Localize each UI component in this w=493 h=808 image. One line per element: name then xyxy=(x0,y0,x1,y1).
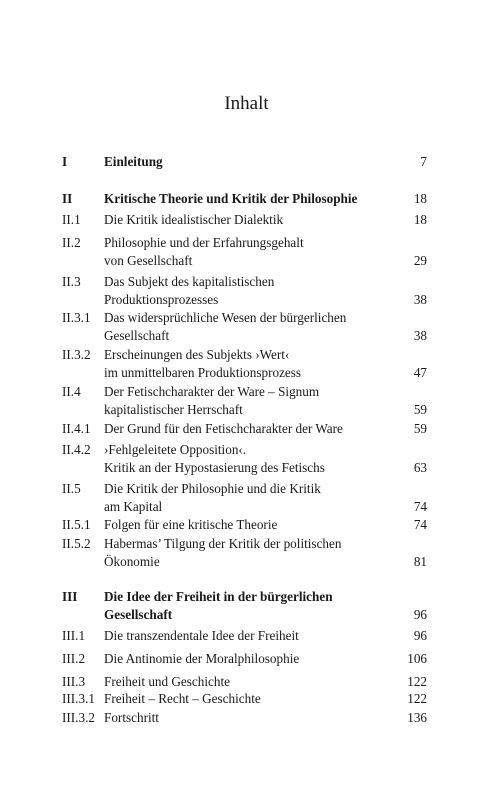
toc-entry-title-line: Freiheit – Recht – Geschichte xyxy=(104,691,261,706)
toc-entry-title-line: Der Fetischcharakter der Ware – Signum xyxy=(104,384,320,399)
toc-entry-page-number: 122 xyxy=(407,674,427,689)
toc-entry-title-line: Fortschritt xyxy=(104,710,159,725)
toc-entry-title xyxy=(104,273,384,308)
toc-entry-title xyxy=(104,535,384,570)
toc-entry-number: II.1 xyxy=(62,212,81,227)
toc-entry-number: III.3.1 xyxy=(62,691,95,706)
toc-entry-number: III.3.2 xyxy=(62,710,95,725)
toc-entry-number: II.2 xyxy=(62,235,81,250)
toc-entry-number: II.3.1 xyxy=(62,310,91,325)
toc-entry-title-line: Habermas’ Tilgung der Kritik der politischen xyxy=(104,536,342,551)
toc-entry-title-line: Gesellschaft xyxy=(104,606,173,622)
toc-entry-title xyxy=(104,690,384,708)
toc-entry-title xyxy=(104,516,384,534)
toc-entry-title xyxy=(104,709,384,727)
toc-entry-title xyxy=(104,211,384,229)
toc-entry-title xyxy=(104,190,384,208)
toc-entry-page-number: 122 xyxy=(407,691,427,706)
toc-entry-title xyxy=(104,234,384,269)
toc-entry-title-line: Die transzendentale Idee der Freiheit xyxy=(104,628,299,643)
toc-entry-title-line: Der Grund für den Fetischcharakter der Ware xyxy=(104,421,343,436)
toc-entry-page-number: 18 xyxy=(413,191,427,206)
toc-entry-page-number: 47 xyxy=(413,364,427,380)
toc-entry-title xyxy=(104,673,384,691)
toc-entry-title-line: am Kapital xyxy=(104,498,163,514)
toc-entry-number: II.4 xyxy=(62,384,81,399)
toc-entry-page-number: 96 xyxy=(413,606,427,622)
toc-entry-title xyxy=(104,441,384,476)
toc-entry-title-line: Einleitung xyxy=(104,154,163,169)
toc-entry-page-number: 18 xyxy=(413,212,427,227)
toc-entry-title xyxy=(104,420,384,438)
toc-entry-title-line: Gesellschaft xyxy=(104,327,170,343)
toc-entry-title-line: Das Subjekt des kapitalistischen xyxy=(104,274,275,289)
toc-entry-title xyxy=(104,480,384,515)
toc-entry-title xyxy=(104,627,384,645)
toc-entry-title xyxy=(104,383,384,418)
toc-entry-number: II.4.2 xyxy=(62,442,91,457)
toc-entry-number: II.5.1 xyxy=(62,517,91,532)
toc-entry-title-line: Erscheinungen des Subjekts ›Wert‹ xyxy=(104,347,290,362)
toc-entry-title-line: Kritik an der Hypostasierung des Fetischs xyxy=(104,459,325,475)
toc-entry-title-line: im unmittelbaren Produktionsprozess xyxy=(104,364,302,380)
toc-entry-page-number: 59 xyxy=(413,421,427,436)
toc-entry-number: II xyxy=(62,191,73,206)
toc-entry-title-line: Produktionsprozesses xyxy=(104,291,219,307)
toc-entry-page-number: 106 xyxy=(407,651,427,666)
toc-entry-number: III.2 xyxy=(62,651,86,666)
toc-entry-number: III.3 xyxy=(62,674,86,689)
toc-entry-title xyxy=(104,588,384,623)
toc-entry-title-line: Philosophie und der Erfahrungsgehalt xyxy=(104,235,304,250)
toc-entry-title xyxy=(104,346,384,381)
toc-entry-page-number: 74 xyxy=(413,517,427,532)
toc-entry-page-number: 29 xyxy=(413,252,427,268)
toc-entry-title-line: Kritische Theorie und Kritik der Philosophie xyxy=(104,191,358,206)
toc-entry-number: I xyxy=(62,154,68,169)
toc-entry-page-number: 59 xyxy=(413,401,427,417)
toc-entry-title-line: Die Antinomie der Moralphilosophie xyxy=(104,651,300,666)
toc-entry-page-number: 63 xyxy=(413,459,427,475)
toc-entry-title-line: von Gesellschaft xyxy=(104,252,193,268)
toc-entry-number: II.5.2 xyxy=(62,536,91,551)
toc-entry-title-line: ›Fehlgeleitete Opposition‹. xyxy=(104,442,247,457)
toc-entry-title-line: Die Idee der Freiheit in der bürgerlichen xyxy=(104,589,333,604)
toc-entry-title-line: Freiheit und Geschichte xyxy=(104,674,230,689)
toc-entry-number: II.5 xyxy=(62,481,81,496)
toc-entry-page-number: 96 xyxy=(413,628,427,643)
toc-entry-title-line: Ökonomie xyxy=(104,553,160,569)
toc-entry-title-line: Die Kritik idealistischer Dialektik xyxy=(104,212,284,227)
toc-entry-number: II.3 xyxy=(62,274,81,289)
page-title: Inhalt xyxy=(224,93,269,114)
toc-entry-title-line: kapitalistischer Herrschaft xyxy=(104,401,243,417)
toc-entry-number: II.4.1 xyxy=(62,421,91,436)
toc-entry-title-line: Die Kritik der Philosophie und die Kritik xyxy=(104,481,321,496)
toc-entry-title-line: Das widersprüchliche Wesen der bürgerlichen xyxy=(104,310,347,325)
toc-entry-title xyxy=(104,153,384,171)
toc-entry-page-number: 81 xyxy=(413,553,427,569)
toc-entry-page-number: 74 xyxy=(413,498,427,514)
toc-entry-title-line: Folgen für eine kritische Theorie xyxy=(104,517,278,532)
toc-entry-number: II.3.2 xyxy=(62,347,91,362)
toc-entry-number: III.1 xyxy=(62,628,86,643)
toc-entry-page-number: 38 xyxy=(413,291,427,307)
toc-entry-page-number: 38 xyxy=(413,327,427,343)
toc-entry-number: III xyxy=(62,589,78,604)
toc-entry-page-number: 136 xyxy=(407,710,427,725)
toc-entry-title xyxy=(104,650,384,668)
toc-entry-title xyxy=(104,309,384,344)
toc-entry-page-number: 7 xyxy=(420,154,427,169)
